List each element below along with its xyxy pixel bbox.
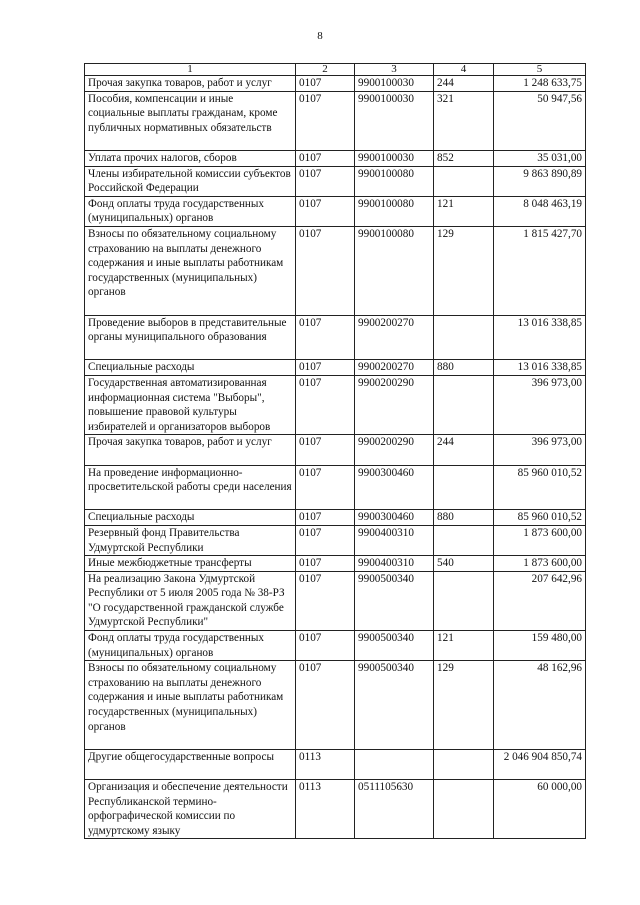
- row-expense-type: 121: [434, 196, 494, 226]
- row-name: Прочая закупка товаров, работ и услуг: [85, 435, 296, 465]
- table-row: [85, 196, 586, 226]
- row-section-code: 0113: [296, 749, 355, 779]
- row-target-code: 9900500340: [355, 571, 434, 630]
- row-expense-type: 129: [434, 226, 494, 315]
- row-expense-type: [434, 749, 494, 779]
- row-target-code: 9900100080: [355, 226, 434, 315]
- row-expense-type: [434, 525, 494, 555]
- row-expense-type: [434, 315, 494, 360]
- row-target-code: 9900200290: [355, 375, 434, 434]
- row-section-code: 0107: [296, 166, 355, 196]
- row-section-code: 0107: [296, 435, 355, 465]
- row-name: Специальные расходы: [85, 510, 296, 526]
- row-name: Взносы по обязательному социальному страхованию на выплаты денежного содержания и иные выплаты работникам государственных (муниципальных) органов: [85, 661, 296, 750]
- table-row: [85, 76, 586, 92]
- row-target-code: 9900200270: [355, 315, 434, 360]
- row-section-code: 0107: [296, 571, 355, 630]
- row-expense-type: [434, 571, 494, 630]
- header-col-name: 1: [85, 64, 296, 76]
- row-section-code: 0107: [296, 150, 355, 166]
- row-amount: 1 815 427,70: [494, 226, 586, 315]
- row-section-code: 0113: [296, 780, 355, 839]
- row-expense-type: 852: [434, 150, 494, 166]
- table-row: [85, 315, 586, 360]
- row-amount: 8 048 463,19: [494, 196, 586, 226]
- table-row: [85, 150, 586, 166]
- row-amount: 396 973,00: [494, 435, 586, 465]
- row-amount: 9 863 890,89: [494, 166, 586, 196]
- table-row: [85, 749, 586, 779]
- row-target-code: 9900400310: [355, 525, 434, 555]
- row-target-code: 9900500340: [355, 661, 434, 750]
- row-expense-type: 880: [434, 360, 494, 376]
- row-name: Иные межбюджетные трансферты: [85, 556, 296, 572]
- table-row: [85, 166, 586, 196]
- page-number: 8: [317, 30, 323, 42]
- row-name: Взносы по обязательному социальному страхованию на выплаты денежного содержания и иные выплаты работникам государственных (муниципальных) органов: [85, 226, 296, 315]
- row-name: Организация и обеспечение деятельности Республиканской термино-орфографической комиссии по удмуртскому языку: [85, 780, 296, 839]
- row-amount: 159 480,00: [494, 631, 586, 661]
- row-amount: 13 016 338,85: [494, 315, 586, 360]
- table-row: [85, 525, 586, 555]
- row-amount: 48 162,96: [494, 661, 586, 750]
- table-row: [85, 556, 586, 572]
- row-amount: 2 046 904 850,74: [494, 749, 586, 779]
- table-row: [85, 571, 586, 630]
- row-amount: 207 642,96: [494, 571, 586, 630]
- row-name: Другие общегосударственные вопросы: [85, 749, 296, 779]
- header-col-target: 3: [355, 64, 434, 76]
- row-target-code: 9900300460: [355, 510, 434, 526]
- table-row: [85, 631, 586, 661]
- row-expense-type: [434, 465, 494, 510]
- row-section-code: 0107: [296, 360, 355, 376]
- row-expense-type: 244: [434, 76, 494, 92]
- row-section-code: 0107: [296, 76, 355, 92]
- header-col-type: 4: [434, 64, 494, 76]
- row-expense-type: 244: [434, 435, 494, 465]
- row-expense-type: 121: [434, 631, 494, 661]
- row-section-code: 0107: [296, 196, 355, 226]
- row-section-code: 0107: [296, 465, 355, 510]
- row-section-code: 0107: [296, 91, 355, 150]
- row-name: Уплата прочих налогов, сборов: [85, 150, 296, 166]
- row-expense-type: [434, 166, 494, 196]
- budget-table: [84, 63, 586, 839]
- row-target-code: 9900200270: [355, 360, 434, 376]
- row-expense-type: 540: [434, 556, 494, 572]
- row-section-code: 0107: [296, 510, 355, 526]
- row-name: Государственная автоматизированная информационная система "Выборы", повышение правовой культуры избирателей и организаторов выборов: [85, 375, 296, 434]
- table-row: [85, 91, 586, 150]
- header-row: [85, 64, 586, 76]
- table-row: [85, 375, 586, 434]
- table-row: [85, 780, 586, 839]
- header-col-amount: 5: [494, 64, 586, 76]
- row-amount: 85 960 010,52: [494, 465, 586, 510]
- row-section-code: 0107: [296, 556, 355, 572]
- table-row: [85, 465, 586, 510]
- row-amount: 35 031,00: [494, 150, 586, 166]
- row-expense-type: [434, 375, 494, 434]
- row-amount: 60 000,00: [494, 780, 586, 839]
- row-name: На реализацию Закона Удмуртской Республики от 5 июля 2005 года № 38-РЗ "О государственной гражданской службе Удмуртской Республики": [85, 571, 296, 630]
- row-amount: 13 016 338,85: [494, 360, 586, 376]
- table-row: [85, 360, 586, 376]
- row-amount: 50 947,56: [494, 91, 586, 150]
- row-name: Члены избирательной комиссии субъектов Российской Федерации: [85, 166, 296, 196]
- table-row: [85, 435, 586, 465]
- row-amount: 1 873 600,00: [494, 556, 586, 572]
- row-target-code: 9900100030: [355, 150, 434, 166]
- row-expense-type: 321: [434, 91, 494, 150]
- row-name: Фонд оплаты труда государственных (муниципальных) органов: [85, 196, 296, 226]
- row-name: Резервный фонд Правительства Удмуртской Республики: [85, 525, 296, 555]
- row-target-code: 9900300460: [355, 465, 434, 510]
- table-row: [85, 661, 586, 750]
- row-section-code: 0107: [296, 315, 355, 360]
- row-target-code: [355, 749, 434, 779]
- row-section-code: 0107: [296, 525, 355, 555]
- row-expense-type: 129: [434, 661, 494, 750]
- row-target-code: 9900500340: [355, 631, 434, 661]
- row-section-code: 0107: [296, 631, 355, 661]
- table-row: [85, 510, 586, 526]
- row-name: Прочая закупка товаров, работ и услуг: [85, 76, 296, 92]
- row-amount: 1 248 633,75: [494, 76, 586, 92]
- row-target-code: 9900200290: [355, 435, 434, 465]
- row-target-code: 9900100030: [355, 91, 434, 150]
- row-name: На проведение информационно-просветительской работы среди населения: [85, 465, 296, 510]
- row-target-code: 9900100030: [355, 76, 434, 92]
- table-row: [85, 226, 586, 315]
- row-name: Специальные расходы: [85, 360, 296, 376]
- row-section-code: 0107: [296, 375, 355, 434]
- row-section-code: 0107: [296, 661, 355, 750]
- row-expense-type: 880: [434, 510, 494, 526]
- budget-body: [85, 76, 586, 839]
- row-target-code: 9900400310: [355, 556, 434, 572]
- row-name: Проведение выборов в представительные органы муниципального образования: [85, 315, 296, 360]
- row-amount: 396 973,00: [494, 375, 586, 434]
- row-name: Фонд оплаты труда государственных (муниципальных) органов: [85, 631, 296, 661]
- row-amount: 85 960 010,52: [494, 510, 586, 526]
- row-name: Пособия, компенсации и иные социальные выплаты гражданам, кроме публичных нормативных обязательств: [85, 91, 296, 150]
- row-target-code: 9900100080: [355, 196, 434, 226]
- row-target-code: 0511105630: [355, 780, 434, 839]
- row-expense-type: [434, 780, 494, 839]
- row-amount: 1 873 600,00: [494, 525, 586, 555]
- header-col-section: 2: [296, 64, 355, 76]
- row-section-code: 0107: [296, 226, 355, 315]
- row-target-code: 9900100080: [355, 166, 434, 196]
